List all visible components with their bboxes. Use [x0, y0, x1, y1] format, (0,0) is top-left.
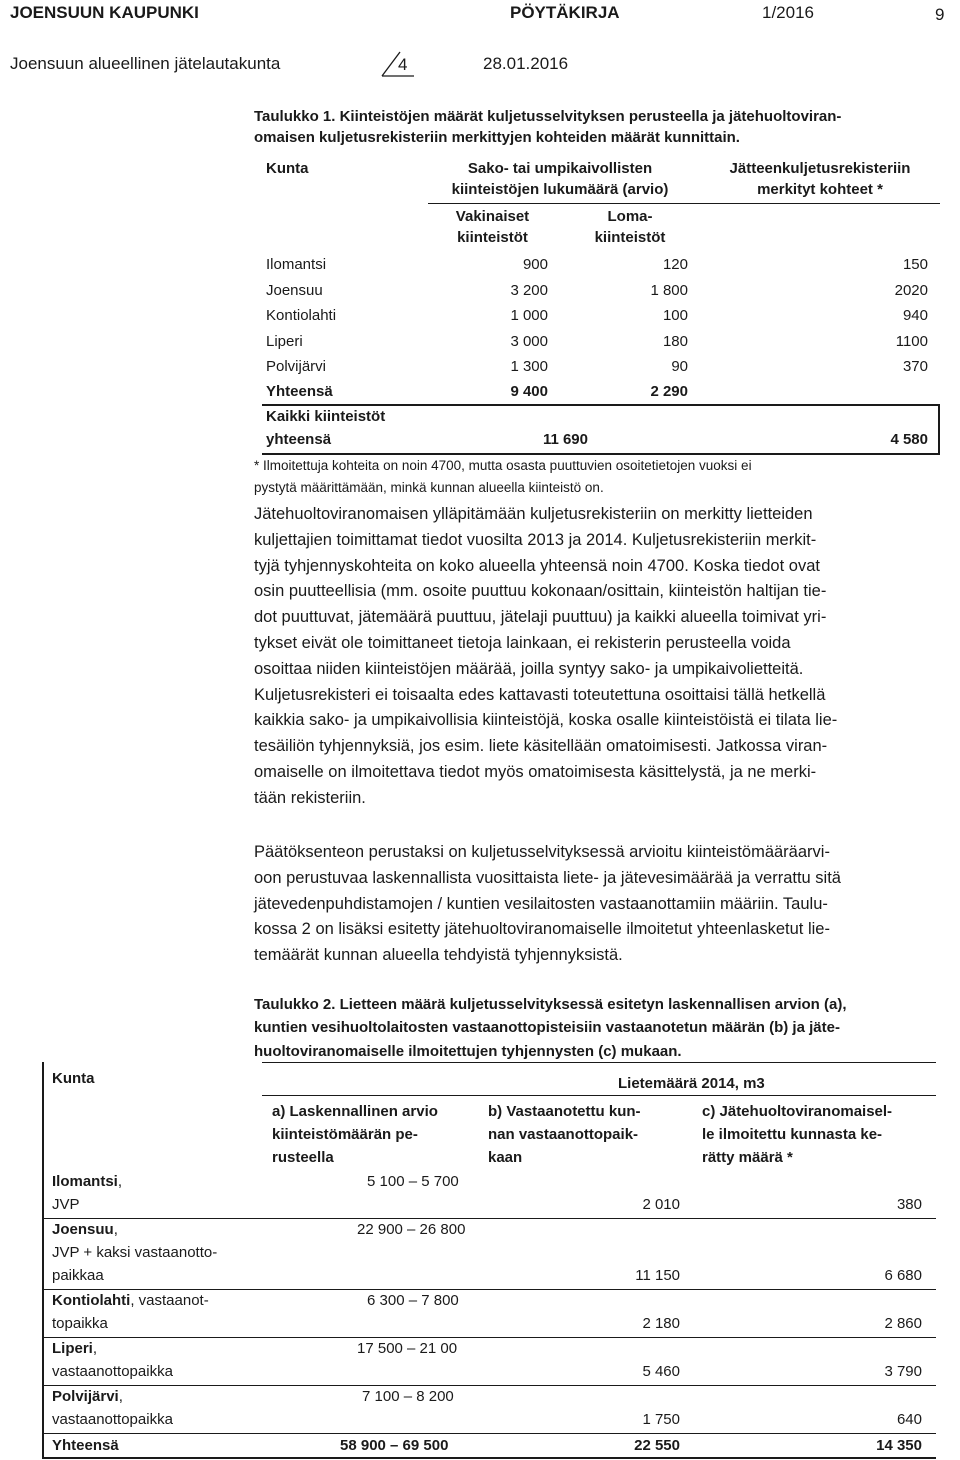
t1-box-right	[938, 404, 940, 454]
t2-row-joensuu-a: 22 900 – 26 800	[357, 1221, 466, 1238]
t1-row-name: Kontiolahti	[266, 307, 337, 324]
t2-box-left	[42, 1062, 44, 1458]
meeting-date: 28.01.2016	[483, 54, 569, 73]
t1-row-name: Ilomantsi	[266, 256, 327, 273]
text-line: kaikkia sako- ja umpikaivollisia kiinteistöjä, koska osalle kiinteistöistä ei tilata lie-	[254, 711, 838, 730]
head-line: kaan	[488, 1149, 523, 1166]
t2-head-kunta: Kunta	[52, 1070, 95, 1087]
t1-row-lom: 90	[671, 358, 688, 375]
org-name: JOENSUUN KAUPUNKI	[10, 3, 199, 22]
t2-head-c	[702, 1100, 892, 1169]
board-name: Joensuun alueellinen jätelautakunta	[10, 54, 281, 73]
t1-head-reg-2: merkityt kohteet *	[757, 181, 883, 198]
t2-row-rule	[44, 1337, 936, 1338]
text-line: Kuljetusrekisteri ei toisaalta edes kattavasti toteutettuna osoittaisi tällä hetkellä	[254, 685, 826, 704]
head-line: kiinteistömäärän pe-	[272, 1126, 418, 1143]
t2-total-b: 22 550	[634, 1437, 680, 1454]
t1-row-reg: 150	[902, 256, 928, 273]
text-line: Päätöksenteon perustaksi on kuljetusselvityksessä arvioitu kiinteistömääräarvi-	[254, 843, 830, 861]
t2-row-polvijarvi-c: 640	[896, 1411, 922, 1428]
t2-row-ilomantsi-a: 5 100 – 5 700	[367, 1173, 459, 1190]
text-line: temäärät kunnan alueella tehdyistä tyhjennyksistä.	[254, 946, 623, 965]
t2-row-kontiolahti-c: 2 860	[884, 1315, 922, 1332]
text-line: tään rekisteriin.	[254, 788, 366, 807]
t2-row-joensuu-b: 11 150	[635, 1267, 680, 1284]
t1-head-vak-1: Vakinaiset	[455, 208, 530, 225]
t1-row-reg: 370	[902, 358, 928, 375]
t2-row-kontiolahti-name: Kontiolahti, vastaanot-	[52, 1292, 209, 1309]
head-line: rusteella	[272, 1149, 334, 1166]
t2-head-liete: Lietemäärä 2014, m3	[618, 1075, 765, 1092]
t1-all-label-1: Kaikki kiinteistöt	[266, 408, 386, 425]
text-line: jätevedenpuhdistamojen / kuntien vesilaitosten vastaanottamiin määriin. Taulu-	[254, 894, 828, 913]
t2-head-rule	[262, 1095, 936, 1096]
text-line: omaiselle on ilmoitettava tiedot myös omatoimisesta käsittelystä, ja ne merki-	[254, 762, 817, 781]
t2-row-ilomantsi-sub: JVP	[52, 1196, 80, 1213]
t2-row-kontiolahti-a: 6 300 – 7 800	[367, 1292, 459, 1309]
t2-row-joensuu-sub2: JVP + kaksi vastaanotto-	[52, 1244, 218, 1261]
t1-head-vak-2: kiinteistöt	[457, 229, 528, 246]
t2-bottom-rule	[42, 1457, 936, 1459]
text-line: Jätehuoltoviranomaisen ylläpitämään kuljetusrekisteriin on merkitty lietteiden	[254, 505, 813, 523]
t1-row-lom: 120	[662, 256, 688, 273]
t2-row-rule	[44, 1289, 936, 1290]
section-number: 4	[398, 55, 408, 74]
text-line: kossa 2 on lisäksi esitetty jätehuoltoviranomaiselle ilmoitetut yhteenlasketut lie-	[254, 920, 830, 939]
head-line: b) Vastaanotettu kun-	[488, 1103, 641, 1120]
t1-row-lom: 100	[662, 307, 688, 324]
t2-row-ilomantsi-b: 2 010	[642, 1196, 680, 1213]
t2-row-liperi-sub: vastaanottopaikka	[52, 1363, 173, 1380]
table2-caption-1: Taulukko 2. Lietteen määrä kuljetusselvityksessä esitetyn laskennallisen arvion (a),	[254, 996, 847, 1013]
footnote-line: * Ilmoitettuja kohteita on noin 4700, mutta osasta puuttuvien osoitetietojen vuoksi ei	[254, 458, 752, 473]
text-line: dot puuttuvat, jätemäärä puuttuu, jätelaji puuttuu) ja kaikki alueella toimivat yri-	[254, 608, 827, 627]
t2-total-a: 58 900 – 69 500	[340, 1437, 449, 1454]
t1-head-sako-2: kiinteistöjen lukumäärä (arvio)	[451, 181, 669, 198]
t2-total-c: 14 350	[876, 1437, 922, 1454]
text-line: tyjä tyhjennyskohteita on koko alueella yhteensä noin 4700. Koska tiedot ovat	[254, 556, 820, 575]
head-line: c) Jätehuoltoviranomaisel-	[702, 1103, 893, 1120]
t2-row-polvijarvi-sub: vastaanottopaikka	[52, 1411, 173, 1428]
t1-all-registered: 4 580	[890, 431, 928, 448]
t1-row-reg: 940	[902, 307, 928, 324]
table1-caption-1: Taulukko 1. Kiinteistöjen määrät kuljetusselvityksen perusteella ja jätehuoltoviran-	[254, 108, 842, 125]
t1-row-vak: 3 000	[510, 333, 548, 350]
t1-total-label: Yhteensä	[266, 383, 333, 400]
text-line: tesäiliön tyhjennyksiä, jos esim. liete käsitellään omatoimisesti. Jatkossa viran-	[254, 737, 828, 756]
t1-row-vak: 1 300	[510, 358, 548, 375]
paragraph-register	[254, 502, 837, 812]
t2-row-joensuu-c: 6 680	[884, 1267, 922, 1284]
page-number: 9	[935, 5, 945, 24]
t1-head-kunta: Kunta	[266, 160, 309, 177]
t2-row-liperi-b: 5 460	[642, 1363, 680, 1380]
table2-caption-2: kuntien vesihuoltolaitosten vastaanottopisteisiin vastaanotetun määrän (b) ja jäte-	[254, 1019, 840, 1036]
t2-row-liperi-a: 17 500 – 21 00	[357, 1340, 458, 1357]
t1-row-lom: 1 800	[650, 282, 688, 299]
t1-head-lom-2: kiinteistöt	[594, 229, 666, 246]
doc-number: 1/2016	[762, 3, 814, 22]
head-line: rätty määrä *	[702, 1149, 793, 1166]
t1-head-sako-1: Sako- tai umpikaivollisten	[467, 160, 653, 177]
text-line: oon perustuvaa laskennallista vuosittaista liete- ja jätevesimäärää ja verrattu sitä	[254, 868, 841, 887]
t1-total-rule	[262, 404, 940, 406]
t2-head-b	[488, 1100, 641, 1169]
head-line: a) Laskennallinen arvio	[272, 1103, 438, 1120]
t1-row-reg: 2020	[894, 282, 928, 299]
table1-caption-2: omaisen kuljetusrekisteriin merkittyjen kohteiden määrät kunnittain.	[254, 129, 740, 146]
t1-row-name: Joensuu	[266, 282, 323, 299]
t2-row-polvijarvi-b: 1 750	[642, 1411, 680, 1428]
t2-row-polvijarvi-a: 7 100 – 8 200	[362, 1388, 454, 1405]
t1-row-name: Polvijärvi	[266, 358, 327, 375]
t1-all-label-2: yhteensä	[266, 431, 332, 448]
t2-row-kontiolahti-b: 2 180	[642, 1315, 680, 1332]
text-line: osoittaa niiden kiinteistöjen määrää, joilla syntyy sako- ja umpikaivolietteitä.	[254, 659, 804, 678]
footnote-line: pystytä määrittämään, minkä kunnan alueella kiinteistö on.	[254, 479, 604, 495]
t2-head-a	[272, 1100, 438, 1169]
t2-row-liperi-c: 3 790	[884, 1363, 922, 1380]
t1-row-reg: 1100	[895, 333, 928, 350]
t1-row-vak: 1 000	[510, 307, 548, 324]
t2-total-label: Yhteensä	[52, 1437, 119, 1454]
t2-row-joensuu-sub: paikkaa	[52, 1267, 104, 1284]
section-marker	[380, 48, 416, 78]
t2-row-ilomantsi-c: 380	[896, 1196, 922, 1213]
t1-head-reg-1: Jätteenkuljetusrekisteriin	[729, 160, 911, 177]
t1-row-name: Liperi	[266, 333, 303, 350]
doc-type: PÖYTÄKIRJA	[510, 3, 620, 22]
t2-row-rule	[44, 1218, 936, 1219]
paragraph-basis	[254, 840, 841, 969]
t1-row-lom: 180	[662, 333, 688, 350]
t2-top-rule	[262, 1062, 936, 1063]
t1-head-rule	[428, 203, 940, 204]
t2-row-liperi-name: Liperi,	[52, 1340, 98, 1357]
text-line: osin puutteellisia (mm. osoite puuttuu kokonaan/osittain, kiinteistön haltijan tie-	[254, 582, 827, 601]
head-line: le ilmoitettu kunnasta ke-	[702, 1126, 883, 1143]
text-line: kuljettajien toimittamat tiedot vuosilta 2013 ja 2014. Kuljetusrekisteriin merkit-	[254, 530, 817, 549]
t1-head-lom-1: Loma-	[607, 208, 653, 225]
t2-row-kontiolahti-sub: topaikka	[52, 1315, 108, 1332]
t1-total-vak: 9 400	[510, 383, 548, 400]
t2-row-rule	[44, 1433, 936, 1434]
t1-all-value: 11 690	[542, 431, 588, 448]
t1-row-vak: 3 200	[510, 282, 548, 299]
t2-row-joensuu-name: Joensuu,	[52, 1221, 118, 1238]
t2-row-rule	[44, 1385, 936, 1386]
text-line: tykset eivät ole toimittaneet tietoja lainkaan, ei rekisterin perusteella voida	[254, 633, 791, 652]
head-line: nan vastaanottopaik-	[488, 1126, 639, 1143]
t1-row-vak: 900	[522, 256, 548, 273]
t2-row-polvijarvi-name: Polvijärvi,	[52, 1388, 123, 1405]
t2-row-ilomantsi-name: Ilomantsi,	[52, 1173, 123, 1190]
t1-total-lom: 2 290	[650, 383, 688, 400]
table2-caption-3: huoltoviranomaiselle ilmoitettujen tyhjennysten (c) mukaan.	[254, 1043, 682, 1060]
t1-footnote	[254, 455, 752, 498]
